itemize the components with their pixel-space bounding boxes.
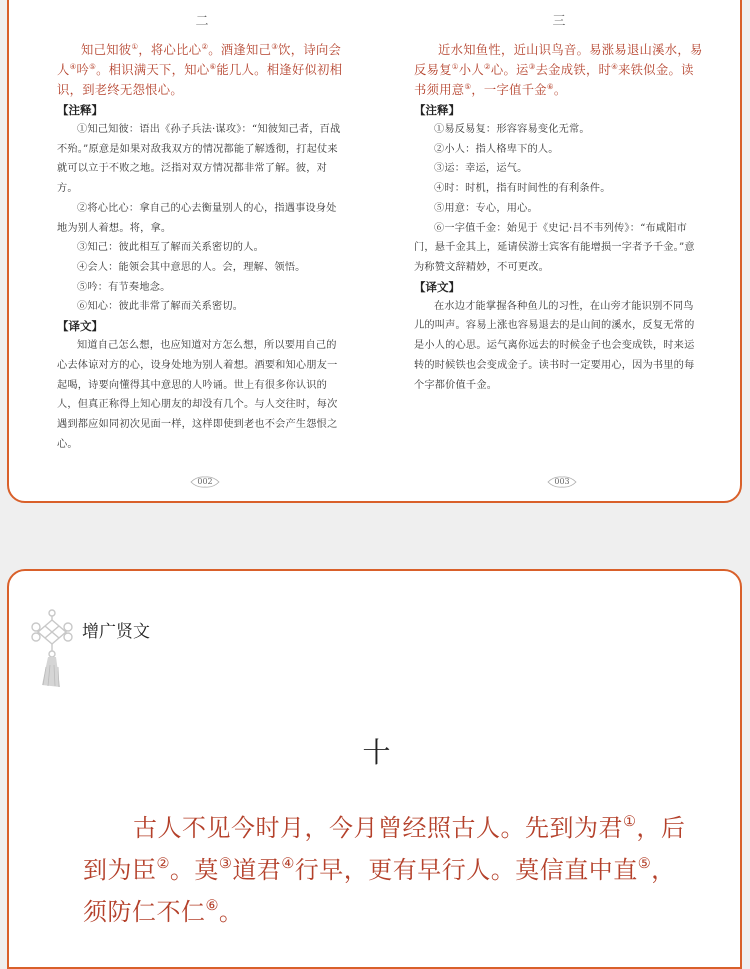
page-number-right: 003 <box>546 475 578 489</box>
verse-left: 知己知彼①，将心比心②。酒逢知己③饮，诗向会人④吟⑤。相识满天下，知心⑥能几人。相逢好似初相识，到老终无怨恨心。 <box>57 41 343 97</box>
chinese-knot-icon <box>26 607 78 689</box>
right-page <box>414 10 704 396</box>
note-item: ④会人：能领会其中意思的人。会，理解、领悟。 <box>77 261 306 273</box>
book-title: 增广贤文 <box>82 622 150 642</box>
note-item: ④时：时机，指有时间性的有利条件。 <box>434 183 611 195</box>
note-item: ⑤用意：专心，用心。 <box>434 202 538 214</box>
chapter-number: 十 <box>362 736 391 769</box>
note-item: ③知己：彼此相互了解而关系密切的人。 <box>77 242 264 254</box>
page-header-right: 三 <box>552 14 566 29</box>
note-item: ⑥一字值千金：始见于《史记·吕不韦列传》：“布咸阳市门，悬千金其上，延请侯游士宾客有能增损一字者予千金。”意为称赞文辞精妙，不可更改。 <box>414 222 695 273</box>
note-item: ⑥知心：彼此非常了解而关系密切。 <box>77 301 244 313</box>
notes-heading-right: 【注释】 <box>414 103 460 117</box>
note-item: ⑤吟：有节奏地念。 <box>77 281 171 293</box>
translation-left: 知道自己怎么想，也应知道对方怎么想，所以要用自己的心去体谅对方的心，设身处地为别人着想。酒要和知心朋友一起喝，诗要向懂得其中意思的人吟诵。世上有很多你认识的人，但真正称得上知心朋友的却没有几个。与人交往时，每次遇到都应如同初次见面一样，这样即使到老也不会产生怨恨之心。 <box>57 340 338 451</box>
page-header-left: 二 <box>195 14 209 29</box>
chapter-card <box>7 569 742 969</box>
left-page <box>57 10 347 455</box>
note-item: ①易反易复：形容容易变化无常。 <box>434 124 590 135</box>
verse-right: 近水知鱼性，近山识鸟音。易涨易退山溪水，易反易复①小人②心。运③去金成铁，时④来铁似金。读书须用意⑤，一字值千金⑥。 <box>414 43 703 97</box>
note-item: ①知己知彼：语出《孙子兵法·谋攻》：“知彼知己者，百战不殆。”原意是如果对敌我双方的情况都能了解透彻，打起仗来就可以立于不败之地。泛指对双方情况都非常了解。彼，对方。 <box>57 124 341 195</box>
note-item: ②将心比心：拿自己的心去衡量别人的心，指遇事设身处地为别人着想。将，拿。 <box>57 202 337 234</box>
translation-right: 在水边才能掌握各种鱼儿的习性，在山旁才能识别不同鸟儿的叫声。容易上涨也容易退去的是山间的溪水，反复无常的是小人的心思。运气离你远去的时候金子也会变成铁，时来运转的时候铁也会变成金子。读书时一定要用心，因为书里的每个字都价值千金。 <box>414 300 695 391</box>
book-spread-card <box>7 0 742 503</box>
translation-heading-left: 【译文】 <box>57 319 103 334</box>
note-item: ③运：幸运，运气。 <box>434 163 528 175</box>
page-number-left: 002 <box>189 475 221 489</box>
chapter-verse: 古人不见今时月，今月曾经照古人。先到为君①，后到为臣②。莫③道君④行早，更有早行人。莫信直中直⑤，须防仁不仁⑥。 <box>83 813 686 926</box>
note-item: ②小人：指人格卑下的人。 <box>434 143 559 155</box>
translation-heading-right: 【译文】 <box>414 279 460 294</box>
notes-heading-left: 【注释】 <box>57 103 103 117</box>
